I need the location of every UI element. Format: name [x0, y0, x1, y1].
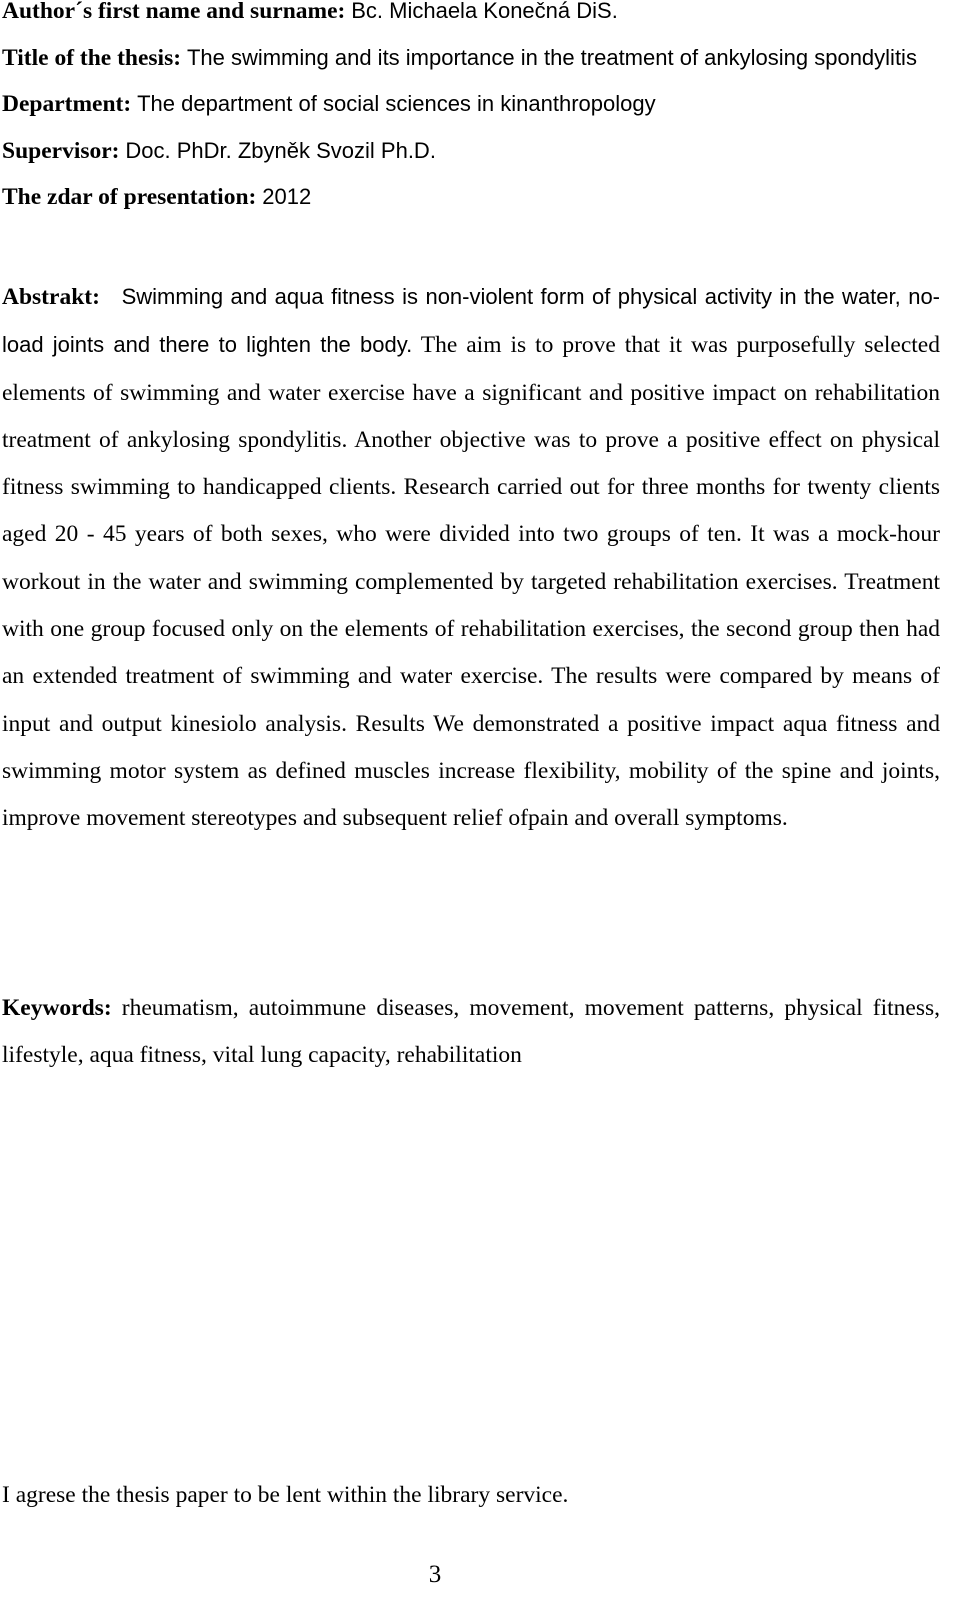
presentation-label: The zdar of presentation: — [2, 184, 257, 210]
title-label: Title of the thesis: — [2, 44, 182, 71]
keywords-paragraph — [2, 985, 940, 1080]
author-name: Bc. Michaela Konečná DiS. — [351, 0, 618, 23]
keywords-list: rheumatism, autoimmune diseases, movement, movement patterns, physical fitness, lifestyle, aqua fitness, vital lung capacity, rehabilitation — [2, 995, 941, 1069]
abstract-lead: Swimming and aqua fitness is non-violent form of physical activity in the water, no-load joints and there to lighten the body. — [2, 284, 941, 358]
author-line — [2, 0, 940, 35]
thesis-title: The swimming and its importance in the treatment of ankylosing spondylitis — [186, 44, 917, 70]
author-label: Author´s first name and surname: — [2, 0, 346, 24]
supervisor-name: Doc. PhDr. Zbyněk Svozil Ph.D. — [125, 137, 436, 163]
department-label: Department: — [2, 91, 132, 117]
title-line — [2, 35, 940, 82]
page-number: 3 — [428, 1561, 442, 1588]
abstract-paragraph — [2, 273, 940, 843]
supervisor-line — [2, 128, 940, 175]
thesis-metadata — [2, 0, 940, 221]
abstract-body: The aim is to prove that it was purposefully selected elements of swimming and water exercise have a significant and positive impact on rehabilitation treatment of ankylosing spondylitis. Another objective was to prove a positive effect on physical fitness swimming to handicapped clients. Research carried out for three months for twenty clients aged 20 - 45 years of both sexes, who were divided into two groups of ten. It was a mock-hour workout in the water and swimming complemented by targeted rehabilitation exercises. Treatment with one group focused only on the elements of rehabilitation exercises, the second group then had an extended treatment of swimming and water exercise. The results were compared by means of input and output kinesiolo analysis. Results We demonstrated a positive impact aqua fitness and swimming motor system as defined muscles increase flexibility, mobility of the spine and joints, improve movement stereotypes and subsequent relief ofpain and overall symptoms. — [2, 332, 940, 832]
department-line — [2, 81, 940, 128]
supervisor-label: Supervisor: — [2, 137, 120, 164]
department-name: The department of social sciences in kinanthropology — [137, 91, 656, 116]
keywords-label: Keywords: — [2, 995, 112, 1021]
abstract-label: Abstrakt: — [2, 284, 100, 310]
library-agreement: I agrese the thesis paper to be lent within the library service. — [2, 1482, 569, 1508]
presentation-year: 2012 — [262, 184, 312, 209]
presentation-line — [2, 174, 940, 221]
